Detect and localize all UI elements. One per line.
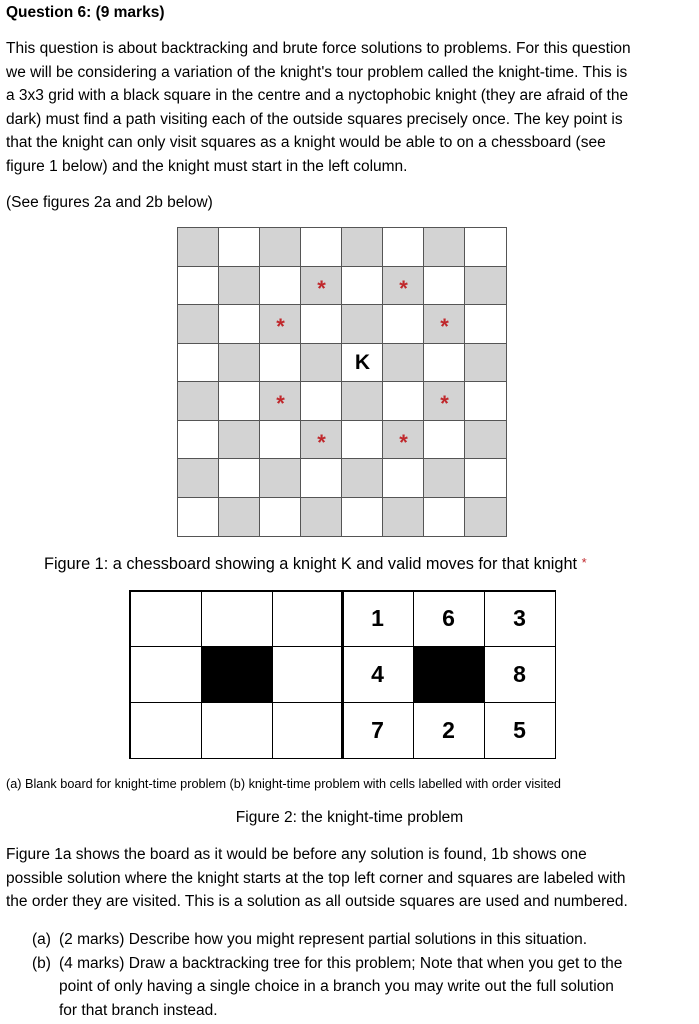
part-b-label: (b) bbox=[32, 954, 51, 972]
chess-square bbox=[464, 420, 507, 460]
board-a-cell bbox=[201, 591, 273, 648]
chess-square bbox=[259, 227, 302, 267]
part-b-line: point of only having a single choice in a branch you may write out the full solution bbox=[59, 978, 614, 996]
knight-square: K bbox=[341, 343, 384, 383]
explanation-line: the order they are visited. This is a solution as all outside squares are used and numbered. bbox=[6, 893, 628, 911]
chess-square bbox=[259, 266, 302, 306]
chess-square bbox=[300, 227, 343, 267]
board-a-cell bbox=[201, 702, 273, 759]
chess-square bbox=[464, 497, 507, 537]
board-b-black-centre bbox=[413, 646, 485, 703]
board-b-cell: 5 bbox=[484, 702, 556, 759]
chess-square bbox=[341, 458, 384, 498]
chess-square bbox=[177, 227, 220, 267]
chess-square bbox=[300, 497, 343, 537]
chess-square bbox=[300, 343, 343, 383]
explanation-line: Figure 1a shows the board as it would be before any solution is found, 1b shows one bbox=[6, 846, 587, 863]
valid-move-square: * bbox=[423, 381, 466, 421]
part-a-label: (a) bbox=[32, 931, 51, 948]
chess-square bbox=[382, 381, 425, 421]
chess-square bbox=[382, 497, 425, 537]
see-figures-note: (See figures 2a and 2b below) bbox=[6, 194, 213, 211]
chess-square bbox=[382, 343, 425, 383]
chess-square bbox=[382, 227, 425, 267]
chess-square bbox=[464, 381, 507, 421]
board-b-cell: 1 bbox=[342, 591, 414, 648]
chess-square bbox=[423, 343, 466, 383]
figure2-subcaption: (a) Blank board for knight-time problem (b) knight-time problem with cells labelled with order visited bbox=[6, 777, 561, 791]
board-b-cell: 4 bbox=[342, 646, 414, 703]
chess-square bbox=[341, 266, 384, 306]
question-heading: Question 6: (9 marks) bbox=[6, 4, 165, 21]
chess-square bbox=[341, 497, 384, 537]
board-a-black-centre bbox=[201, 646, 273, 703]
intro-line: that the knight can only visit squares as a knight would be able to on a chessboard (see bbox=[6, 134, 606, 152]
board-b-cell: 7 bbox=[342, 702, 414, 759]
board-a-cell bbox=[272, 591, 344, 648]
chess-square bbox=[218, 458, 261, 498]
chess-square bbox=[423, 227, 466, 267]
chess-square bbox=[259, 458, 302, 498]
valid-move-square: * bbox=[259, 304, 302, 344]
intro-line: we will be considering a variation of the knight's tour problem called the knight-time. This is bbox=[6, 63, 628, 81]
part-b-line: for that branch instead. bbox=[59, 1001, 218, 1019]
intro-line: a 3x3 grid with a black square in the centre and a nyctophobic knight (they are afraid of the bbox=[6, 87, 629, 105]
chess-square bbox=[218, 420, 261, 460]
part-b-line: (4 marks) Draw a backtracking tree for this problem; Note that when you get to the bbox=[59, 954, 623, 972]
valid-move-square: * bbox=[300, 266, 343, 306]
figure1-caption-text: Figure 1: a chessboard showing a knight K and valid moves for that knight bbox=[44, 555, 578, 573]
intro-line: figure 1 below) and the knight must start in the left column. bbox=[6, 157, 408, 175]
chess-square bbox=[423, 458, 466, 498]
chess-square bbox=[423, 497, 466, 537]
chess-square bbox=[300, 381, 343, 421]
chess-square bbox=[218, 343, 261, 383]
chess-square bbox=[259, 497, 302, 537]
board-a-cell bbox=[272, 702, 344, 759]
board-a-cell bbox=[130, 702, 202, 759]
board-b-cell: 6 bbox=[413, 591, 485, 648]
intro-line: This question is about backtracking and brute force solutions to problems. For this question bbox=[6, 40, 631, 57]
chess-square bbox=[218, 227, 261, 267]
chess-square bbox=[177, 343, 220, 383]
board-a-cell bbox=[272, 646, 344, 703]
valid-move-square: * bbox=[382, 266, 425, 306]
chess-square bbox=[218, 381, 261, 421]
chess-square bbox=[300, 458, 343, 498]
chess-square bbox=[177, 381, 220, 421]
board-b-cell: 2 bbox=[413, 702, 485, 759]
chess-square bbox=[464, 266, 507, 306]
valid-move-square: * bbox=[259, 381, 302, 421]
chess-square bbox=[177, 420, 220, 460]
figure1a-explanation bbox=[6, 843, 694, 914]
board-a-cell bbox=[130, 591, 202, 648]
valid-move-square: * bbox=[300, 420, 343, 460]
chess-square bbox=[341, 420, 384, 460]
chess-square bbox=[464, 343, 507, 383]
chess-square bbox=[218, 497, 261, 537]
chess-square bbox=[259, 420, 302, 460]
chess-square bbox=[177, 497, 220, 537]
intro-line: dark) must find a path visiting each of the outside squares precisely once. The key point is bbox=[6, 110, 623, 128]
chess-square bbox=[218, 304, 261, 344]
chess-square bbox=[218, 266, 261, 306]
chess-square bbox=[341, 381, 384, 421]
chess-square bbox=[382, 304, 425, 344]
figure1-caption bbox=[44, 555, 587, 574]
figure2b-solution-board bbox=[341, 590, 556, 759]
valid-move-square: * bbox=[382, 420, 425, 460]
part-a bbox=[32, 928, 692, 952]
board-b-cell: 3 bbox=[484, 591, 556, 648]
board-b-cell: 8 bbox=[484, 646, 556, 703]
figure1-chessboard bbox=[177, 227, 507, 537]
chess-square bbox=[382, 458, 425, 498]
chess-square bbox=[341, 227, 384, 267]
chess-square bbox=[177, 458, 220, 498]
chess-square bbox=[300, 304, 343, 344]
part-a-text: (2 marks) Describe how you might represent partial solutions in this situation. bbox=[59, 931, 588, 948]
figure2-caption: Figure 2: the knight-time problem bbox=[235, 809, 464, 826]
question-parts bbox=[32, 928, 692, 1022]
intro-paragraph bbox=[6, 37, 694, 179]
figure2a-blank-board bbox=[129, 590, 344, 759]
valid-move-square: * bbox=[423, 304, 466, 344]
chess-square bbox=[177, 304, 220, 344]
chess-square bbox=[423, 420, 466, 460]
chess-square bbox=[341, 304, 384, 344]
board-a-cell bbox=[130, 646, 202, 703]
chess-square bbox=[259, 343, 302, 383]
figure1-caption-star: * bbox=[581, 555, 587, 570]
part-b bbox=[32, 952, 692, 1023]
chess-square bbox=[464, 458, 507, 498]
explanation-line: possible solution where the knight starts at the top left corner and squares are labeled with bbox=[6, 869, 626, 887]
chess-square bbox=[464, 304, 507, 344]
chess-square bbox=[177, 266, 220, 306]
chess-square bbox=[423, 266, 466, 306]
chess-square bbox=[464, 227, 507, 267]
